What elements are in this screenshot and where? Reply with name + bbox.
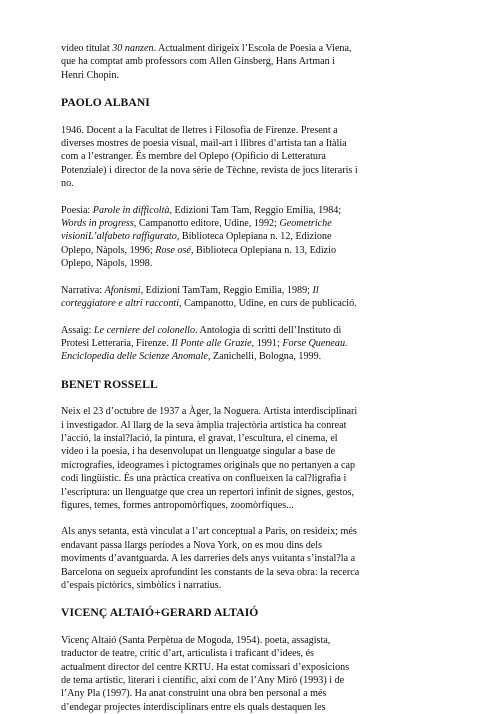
document-page	[61, 42, 448, 714]
section-paolo-albani	[61, 96, 448, 364]
paragraph	[61, 124, 448, 191]
paragraph	[61, 405, 448, 512]
text-line: l’Any Pla (1997). Ha anat construint una obra ben personal a més	[61, 688, 327, 700]
text-line: Barcelona on segueix aprofundint les constants de la seva obra: la recerca	[61, 566, 360, 578]
text-line: Enciclopedia delle Scienze Anomale, Zanichelli, Bologna, 1999.	[61, 351, 322, 363]
text-line: que ha comptat amb professors com Allen Ginsberg, Hans Artman i	[61, 56, 335, 68]
text-line: corteggiatore e altri racconti, Campanotto, Udine, en curs de publicació.	[61, 298, 357, 310]
paragraph	[61, 525, 448, 592]
text-line: com a l’estranger. És membre del Oplepo (Opificio di Letteratura	[61, 151, 326, 163]
text-line: Henri Chopin.	[61, 69, 119, 81]
text-line: diverses mostres de poesia visual, mail-art i llibres d’artista tan a Itàlia	[61, 138, 347, 150]
text-line: Words in progress, Campanotto editore, Udine, 1992; Geometriche	[61, 218, 332, 230]
text-line: Neix el 23 d’octubre de 1937 a Àger, la Noguera. Artista interdisciplinari	[61, 406, 358, 418]
text-line: figures, temes, formes antropomòrfiques, zoomòrfiques...	[61, 499, 294, 511]
text-line: Als anys setanta, està vinculat a l’art conceptual a Paris, on resideix; més	[61, 526, 357, 538]
text-line: Protesi Letteraria, Firenze. Il Ponte alle Grazie, 1991; Forse Queneau.	[61, 337, 348, 349]
text-line: no.	[61, 178, 74, 190]
text-line: Assaig: Le cerniere del colonello. Antologia di scritti dell’Instituto di	[61, 324, 342, 336]
section-vicenc-altaio	[61, 606, 448, 714]
intro-paragraph	[61, 42, 448, 82]
text-line: de tema artístic, literari i científic, així com de l’Any Miró (1993) i de	[61, 675, 345, 687]
section-heading: BENET ROSSELL	[61, 377, 158, 391]
text-line: vídeo titulat 30 nanzen. Actualment dirigeix l’Escola de Poesia a Viena,	[61, 43, 352, 54]
text-line: codi lingüístic. És una pràctica creativa on conflueixen la cal?ligrafia i	[61, 473, 347, 485]
paragraph	[61, 204, 448, 271]
section-benet-rossell	[61, 378, 448, 593]
paragraph	[61, 324, 448, 364]
text-line: Potenziale) i director de la nova sèrie de Tèchne, revista de jocs literaris i	[61, 164, 358, 176]
text-line: Oplepo, Nàpols, 1998.	[61, 258, 153, 270]
text-line: l’acció, la instal?lació, la pintura, el gravat, l’escultura, el cinema, el	[61, 432, 338, 444]
text-line: l’escriptura: un llenguatge que crea un repertori infinit de signes, gestos,	[61, 486, 354, 498]
text-line: moviments d’avantguarda. A les darreries dels anys vuitanta s’instal?la a	[61, 553, 356, 565]
paragraph	[61, 634, 448, 714]
text-line: actualment director del centre KRTU. Ha estat comissari d’exposicions	[61, 661, 350, 673]
text-line: d’endegar projectes interdisciplinars entre els quals destaquen les	[61, 701, 326, 713]
text-line: traductor de teatre, crític d’art, articulista i traficant d’idees, és	[61, 648, 315, 660]
text-line: visioniL’alfabeto raffigurato, Biblioteca Oplepiana n. 12, Edizione	[61, 231, 332, 243]
text-line: 1946. Docent a la Facultat de lletres i Filosofia de Firenze. Present a	[61, 124, 338, 136]
text-line: d’espais pictòrics, simbòlics i narratius.	[61, 580, 222, 591]
section-heading: VICENÇ ALTAIÓ+GERARD ALTAIÓ	[61, 606, 259, 620]
text-line: micrografies, ideogrames i pictogrames originals que no pertanyen a cap	[61, 459, 356, 471]
paragraph	[61, 284, 448, 311]
text-line: vídeo i la poesia, i ha desenvolupat un llenguatge singular a base de	[61, 446, 336, 458]
text-line: i investigador. Al llarg de la seva àmplia trajectòria artística ha conreat	[61, 419, 347, 431]
text-line: Narrativa: Afonismi, Edizioni TamTam, Reggio Emilia, 1989; Il	[61, 284, 319, 296]
section-heading: PAOLO ALBANI	[61, 96, 150, 110]
text-line: Oplepo, Nàpols, 1996; Rose osé, Biblioteca Oplepiana n. 13, Edizio	[61, 244, 337, 256]
text-line: Vicenç Altaió (Santa Perpètua de Mogoda, 1954). poeta, assagista,	[61, 634, 331, 646]
text-line: endavant passa llargs períodes a Nova York, on es mou dins dels	[61, 539, 323, 551]
text-line: Poesia: Parole in difficoltà, Edizioni Tam Tam, Reggio Emilia, 1984;	[61, 204, 342, 216]
